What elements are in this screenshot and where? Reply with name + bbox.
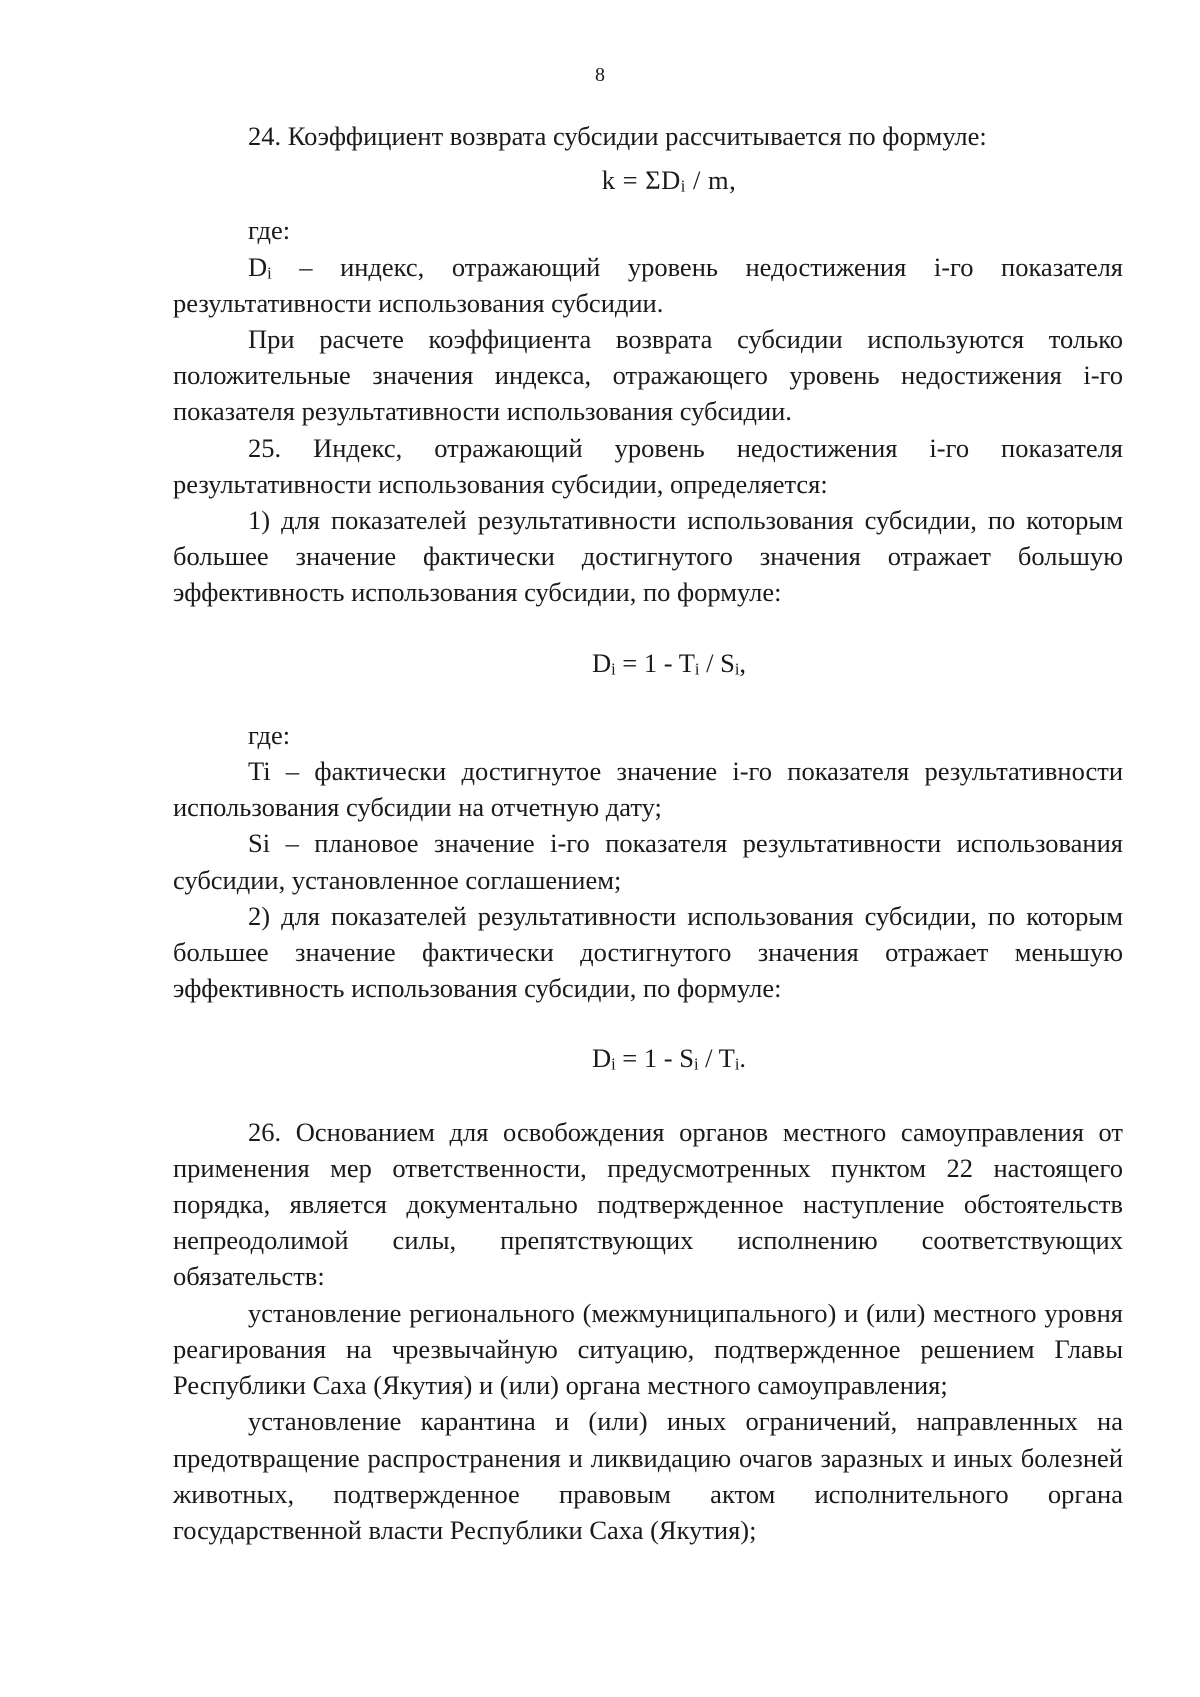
case-1-description: 1) для показателей результативности использования субсидии, по которым большее значение фактически достигнутого значения отражает большую эффективность использования субсидии, по формуле: — [173, 505, 1123, 608]
where-label-1: где: — [248, 215, 291, 246]
formula-d1-d-sub: i — [611, 659, 616, 679]
formula-d2-d: D — [591, 1043, 612, 1074]
case-2-description: 2) для показателей результативности использования субсидии, по которым большее значение фактически достигнутого значения отражает меньшую эффективность использования субсидии, по формуле: — [173, 900, 1123, 1004]
formula-d2-d-sub: i — [611, 1054, 616, 1074]
di-symbol: D — [248, 251, 268, 282]
si-definition: Si – плановое значение i-го показателя результативности использования субсидии, установленное соглашением; — [173, 828, 1123, 895]
formula-k-subscript: i — [680, 176, 686, 196]
formula-d1-end: , — [739, 647, 747, 678]
positive-values-note: При расчете коэффициента возврата субсидии используются только положительные значения индекса, отражающего уровень недостижения i-го показателя результативности использования субсидии. — [173, 324, 1123, 427]
formula-d2-s-sub: i — [693, 1054, 699, 1074]
where-label-2: где: — [248, 719, 291, 750]
ground-emergency: установление регионального (межмуниципального) и (или) местного уровня реагирования на чрезвычайную ситуацию, подтвержденное решением Главы Республики Саха (Якутия) и (или) органа местного самоуправления; — [173, 1297, 1123, 1401]
formula-k-rhs: / m, — [685, 165, 737, 196]
paragraph-25: 25. Индекс, отражающий уровень недостижения i-го показателя результативности использования субсидии, определяется: — [173, 432, 1123, 499]
di-definition — [173, 249, 1123, 321]
di-subscript: i — [267, 263, 272, 283]
formula-d1-s-sub: i — [734, 659, 740, 679]
formula-index-higher-better — [173, 645, 1123, 681]
paragraph-24: 24. Коэффициент возврата субсидии рассчитывается по формуле: — [248, 121, 987, 151]
formula-d1-mid1: = 1 - T — [615, 647, 695, 678]
formula-d1-d: D — [591, 647, 612, 678]
formula-index-lower-better — [173, 1040, 1123, 1076]
formula-d1-mid2: / S — [699, 647, 735, 678]
formula-d2-mid2: / T — [698, 1043, 735, 1074]
ground-quarantine: установление карантина и (или) иных ограничений, направленных на предотвращение распространения и ликвидацию очагов заразных и иных болезней животных, подтвержденное правовым актом исполнительного органа государственной власти Республики Саха (Якутия); — [173, 1406, 1123, 1545]
formula-d2-mid1: = 1 - S — [615, 1043, 694, 1074]
formula-d1-t-sub: i — [694, 659, 700, 679]
formula-k-lhs: k = ΣD — [601, 165, 681, 196]
document-body — [173, 118, 1123, 1548]
di-definition-text: – индекс, отражающий уровень недостижения i-го показателя результативности использования субсидии. — [173, 251, 1123, 318]
ti-definition: Ti – фактически достигнутое значение i-го показателя результативности использования субсидии на отчетную дату; — [173, 756, 1123, 823]
page-number: 8 — [595, 64, 605, 86]
formula-d2-t-sub: i — [734, 1054, 740, 1074]
formula-d2-end: . — [739, 1043, 747, 1074]
formula-return-coefficient — [173, 162, 1123, 198]
paragraph-26: 26. Основанием для освобождения органов местного самоуправления от применения мер ответственности, предусмотренных пунктом 22 настоящего порядка, является документально подтвержденное наступление обстоятельств непреодолимой силы, препятствующих исполнению соответствующих обязательств: — [173, 1116, 1123, 1292]
